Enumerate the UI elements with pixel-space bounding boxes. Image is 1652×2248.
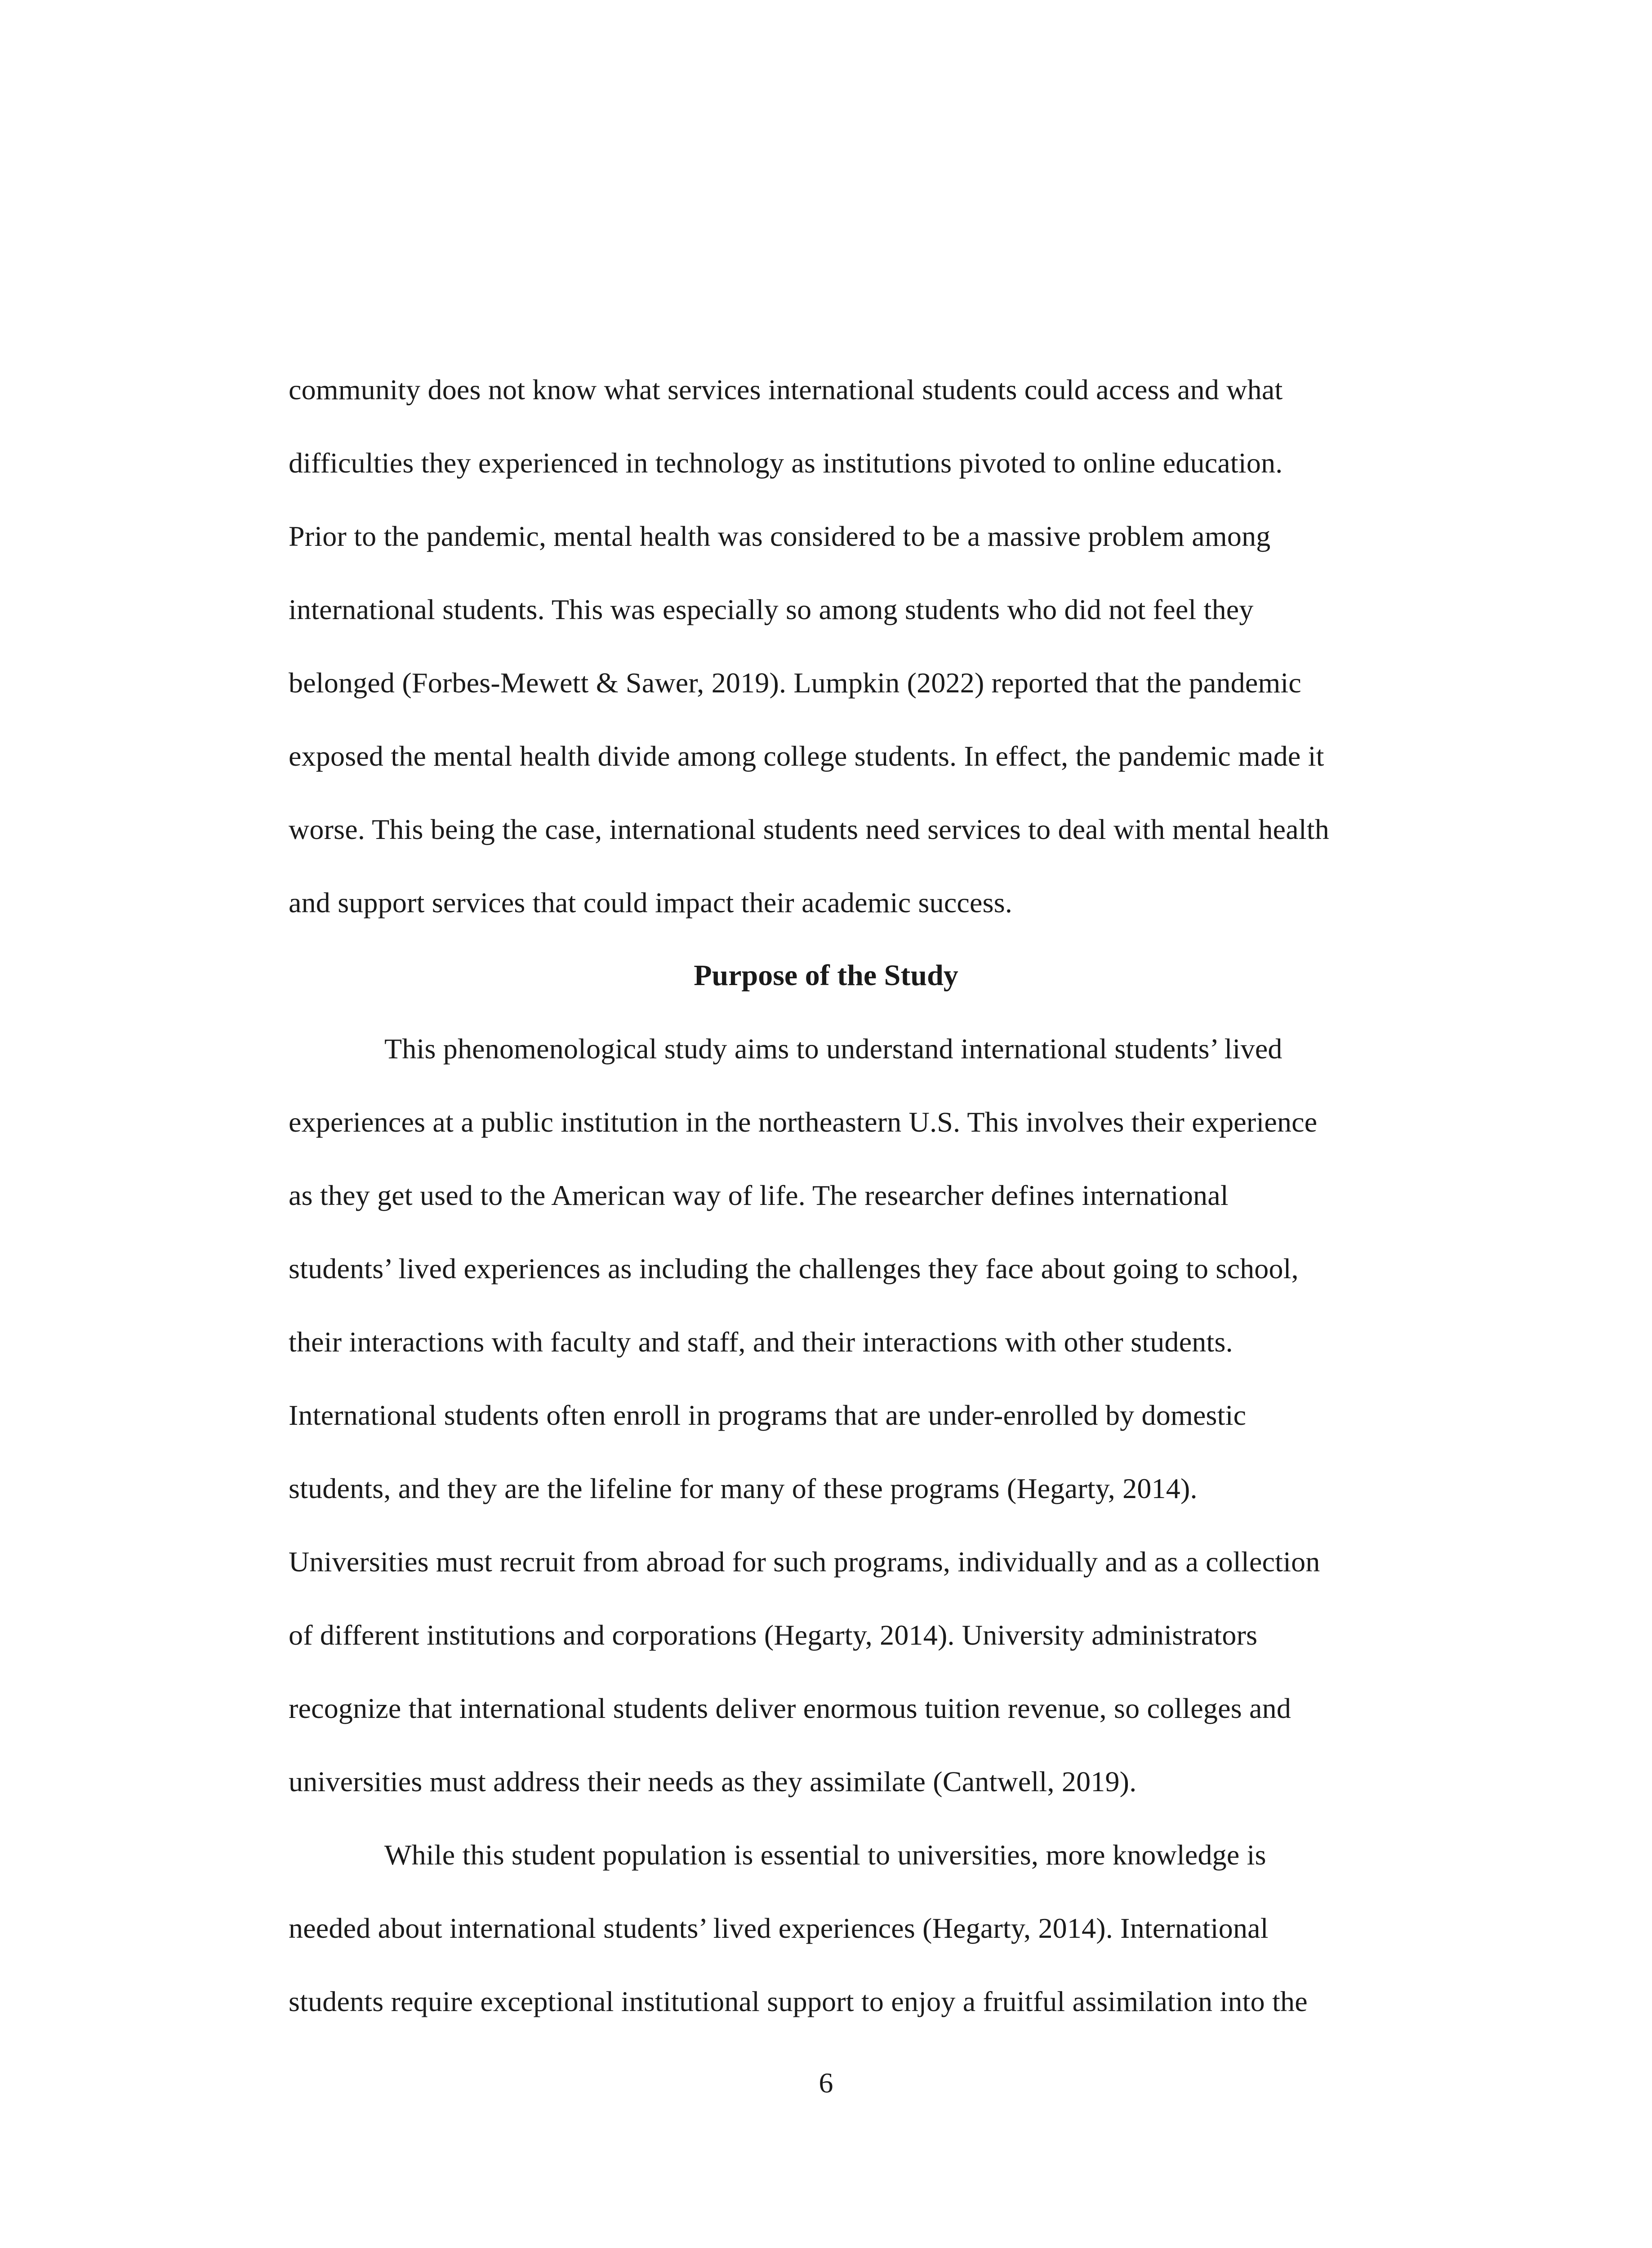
section-paragraph-2-line-2: needed about international students’ lived experiences (Hegarty, 2014). International (289, 1912, 1269, 1944)
paragraph-1-line-7: worse. This being the case, international students need services to deal with mental health (289, 813, 1330, 845)
section-paragraph-2-line-1: While this student population is essential to universities, more knowledge is (384, 1839, 1266, 1871)
paragraph-1-line-6: exposed the mental health divide among college students. In effect, the pandemic made it (289, 740, 1324, 772)
paragraph-1-line-8: and support services that could impact their academic success. (289, 887, 1013, 919)
page-number: 6 (819, 2067, 833, 2099)
section-paragraph-1-line-2: experiences at a public institution in the northeastern U.S. This involves their experience (289, 1106, 1318, 1138)
section-paragraph-1-line-6: International students often enroll in programs that are under-enrolled by domestic (289, 1399, 1247, 1431)
paragraph-1-line-5: belonged (Forbes-Mewett & Sawer, 2019). Lumpkin (2022) reported that the pandemic (289, 667, 1302, 699)
paragraph-1-line-2: difficulties they experienced in technology as institutions pivoted to online education. (289, 447, 1283, 479)
section-paragraph-2-line-3: students require exceptional institutional support to enjoy a fruitful assimilation into the (289, 1985, 1308, 2017)
paragraph-1-line-3: Prior to the pandemic, mental health was considered to be a massive problem among (289, 520, 1271, 552)
section-paragraph-1-line-10: recognize that international students deliver enormous tuition revenue, so colleges and (289, 1692, 1291, 1724)
section-paragraph-1-line-7: students, and they are the lifeline for many of these programs (Hegarty, 2014). (289, 1472, 1198, 1504)
paragraph-1-line-1: community does not know what services international students could access and what (289, 374, 1283, 406)
section-paragraph-1-line-8: Universities must recruit from abroad for such programs, individually and as a collection (289, 1546, 1320, 1578)
section-paragraph-1-line-1: This phenomenological study aims to understand international students’ lived (384, 1033, 1282, 1065)
section-paragraph-1-line-9: of different institutions and corporations (Hegarty, 2014). University administrators (289, 1619, 1258, 1651)
section-paragraph-1-line-3: as they get used to the American way of life. The researcher defines international (289, 1179, 1229, 1211)
paragraph-1-line-4: international students. This was especially so among students who did not feel they (289, 593, 1254, 625)
section-paragraph-1-line-5: their interactions with faculty and staff, and their interactions with other students. (289, 1326, 1233, 1358)
section-heading: Purpose of the Study (694, 959, 958, 992)
section-paragraph-1-line-11: universities must address their needs as they assimilate (Cantwell, 2019). (289, 1766, 1137, 1798)
section-paragraph-1-line-4: students’ lived experiences as including the challenges they face about going to school, (289, 1253, 1299, 1285)
